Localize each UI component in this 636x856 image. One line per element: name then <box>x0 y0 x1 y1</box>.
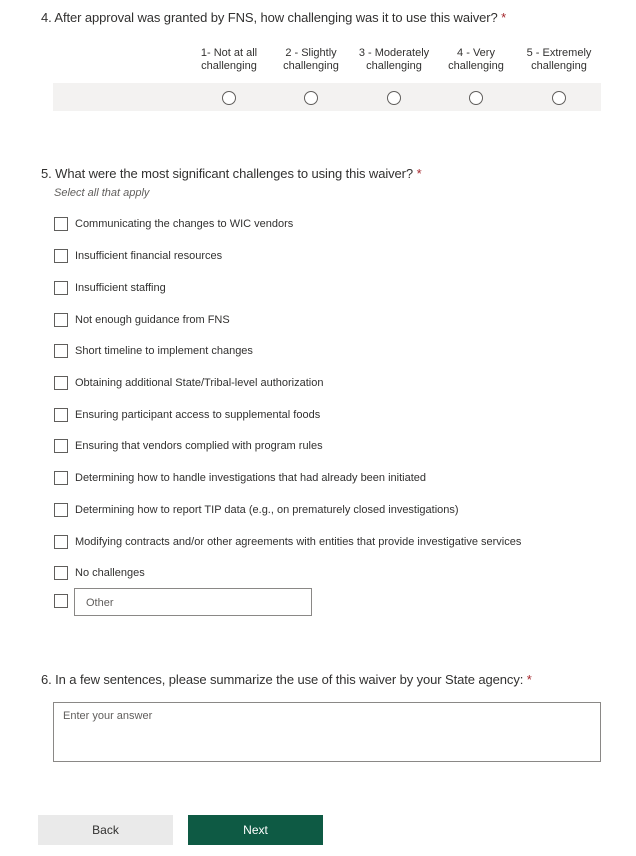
required-mark: * <box>501 10 507 25</box>
option-state-authorization[interactable] <box>54 375 323 391</box>
likert-radio-2[interactable] <box>304 91 318 105</box>
option-label: Communicating the changes to WIC vendors <box>75 218 294 230</box>
checkbox[interactable] <box>54 376 68 390</box>
required-mark: * <box>526 672 532 687</box>
checkbox[interactable] <box>54 249 68 263</box>
checkbox[interactable] <box>54 535 68 549</box>
question-5-text: 5. What were the most significant challenges to using this waiver? <box>41 166 414 181</box>
back-button[interactable]: Back <box>38 815 173 845</box>
question-6-title <box>41 672 532 687</box>
scale-label-1: 1- Not at all challenging <box>200 47 258 72</box>
option-no-challenges[interactable] <box>54 565 145 581</box>
checkbox[interactable] <box>54 344 68 358</box>
option-insufficient-financial[interactable] <box>54 248 222 264</box>
checkbox[interactable] <box>54 503 68 517</box>
option-short-timeline[interactable] <box>54 343 253 359</box>
scale-label-4: 4 - Very challenging <box>448 47 504 72</box>
option-vendor-compliance[interactable] <box>54 438 323 454</box>
next-button[interactable]: Next <box>188 815 323 845</box>
checkbox[interactable] <box>54 217 68 231</box>
option-handle-investigations[interactable] <box>54 470 426 486</box>
checkbox[interactable] <box>54 408 68 422</box>
scale-label-3: 3 - Moderately challenging <box>358 47 430 72</box>
question-4-text: 4. After approval was granted by FNS, how challenging was it to use this waiver? <box>41 10 498 25</box>
option-label: Obtaining additional State/Tribal-level authorization <box>75 377 324 389</box>
question-5-hint: Select all that apply <box>54 187 150 199</box>
other-checkbox[interactable] <box>54 594 68 608</box>
question-5-title <box>41 166 422 181</box>
question-4-title <box>41 10 506 25</box>
answer-textarea[interactable]: Enter your answer <box>53 702 601 762</box>
checkbox[interactable] <box>54 281 68 295</box>
checkbox[interactable] <box>54 566 68 580</box>
option-label: No challenges <box>75 567 145 579</box>
other-text-input[interactable]: Other <box>74 588 312 616</box>
likert-scale-header <box>0 47 636 77</box>
option-guidance-fns[interactable] <box>54 312 230 328</box>
option-report-tip-data[interactable] <box>54 502 459 518</box>
likert-radio-4[interactable] <box>469 91 483 105</box>
option-label: Ensuring participant access to supplemental foods <box>75 409 321 421</box>
option-label: Not enough guidance from FNS <box>75 314 230 326</box>
likert-radio-1[interactable] <box>222 91 236 105</box>
option-insufficient-staffing[interactable] <box>54 280 166 296</box>
option-participant-access[interactable] <box>54 407 320 423</box>
likert-scale-row <box>53 83 601 111</box>
likert-radio-3[interactable] <box>387 91 401 105</box>
required-mark: * <box>416 166 422 181</box>
option-label: Ensuring that vendors complied with program rules <box>75 440 323 452</box>
checkbox[interactable] <box>54 439 68 453</box>
scale-label-5: 5 - Extremely challenging <box>526 47 592 72</box>
option-communicating-changes[interactable] <box>54 216 293 232</box>
option-label: Determining how to handle investigations that had already been initiated <box>75 472 427 484</box>
likert-radio-5[interactable] <box>552 91 566 105</box>
checkbox[interactable] <box>54 471 68 485</box>
option-label: Insufficient financial resources <box>75 250 223 262</box>
option-label: Determining how to report TIP data (e.g., on prematurely closed investigations) <box>75 504 459 516</box>
option-modifying-contracts[interactable] <box>54 534 521 550</box>
option-label: Modifying contracts and/or other agreements with entities that provide investigative services <box>75 536 522 548</box>
scale-label-2: 2 - Slightly challenging <box>283 47 339 72</box>
checkbox[interactable] <box>54 313 68 327</box>
option-label: Insufficient staffing <box>75 282 166 294</box>
option-label: Short timeline to implement changes <box>75 345 253 357</box>
question-6-text: 6. In a few sentences, please summarize the use of this waiver by your State agency: <box>41 672 524 687</box>
